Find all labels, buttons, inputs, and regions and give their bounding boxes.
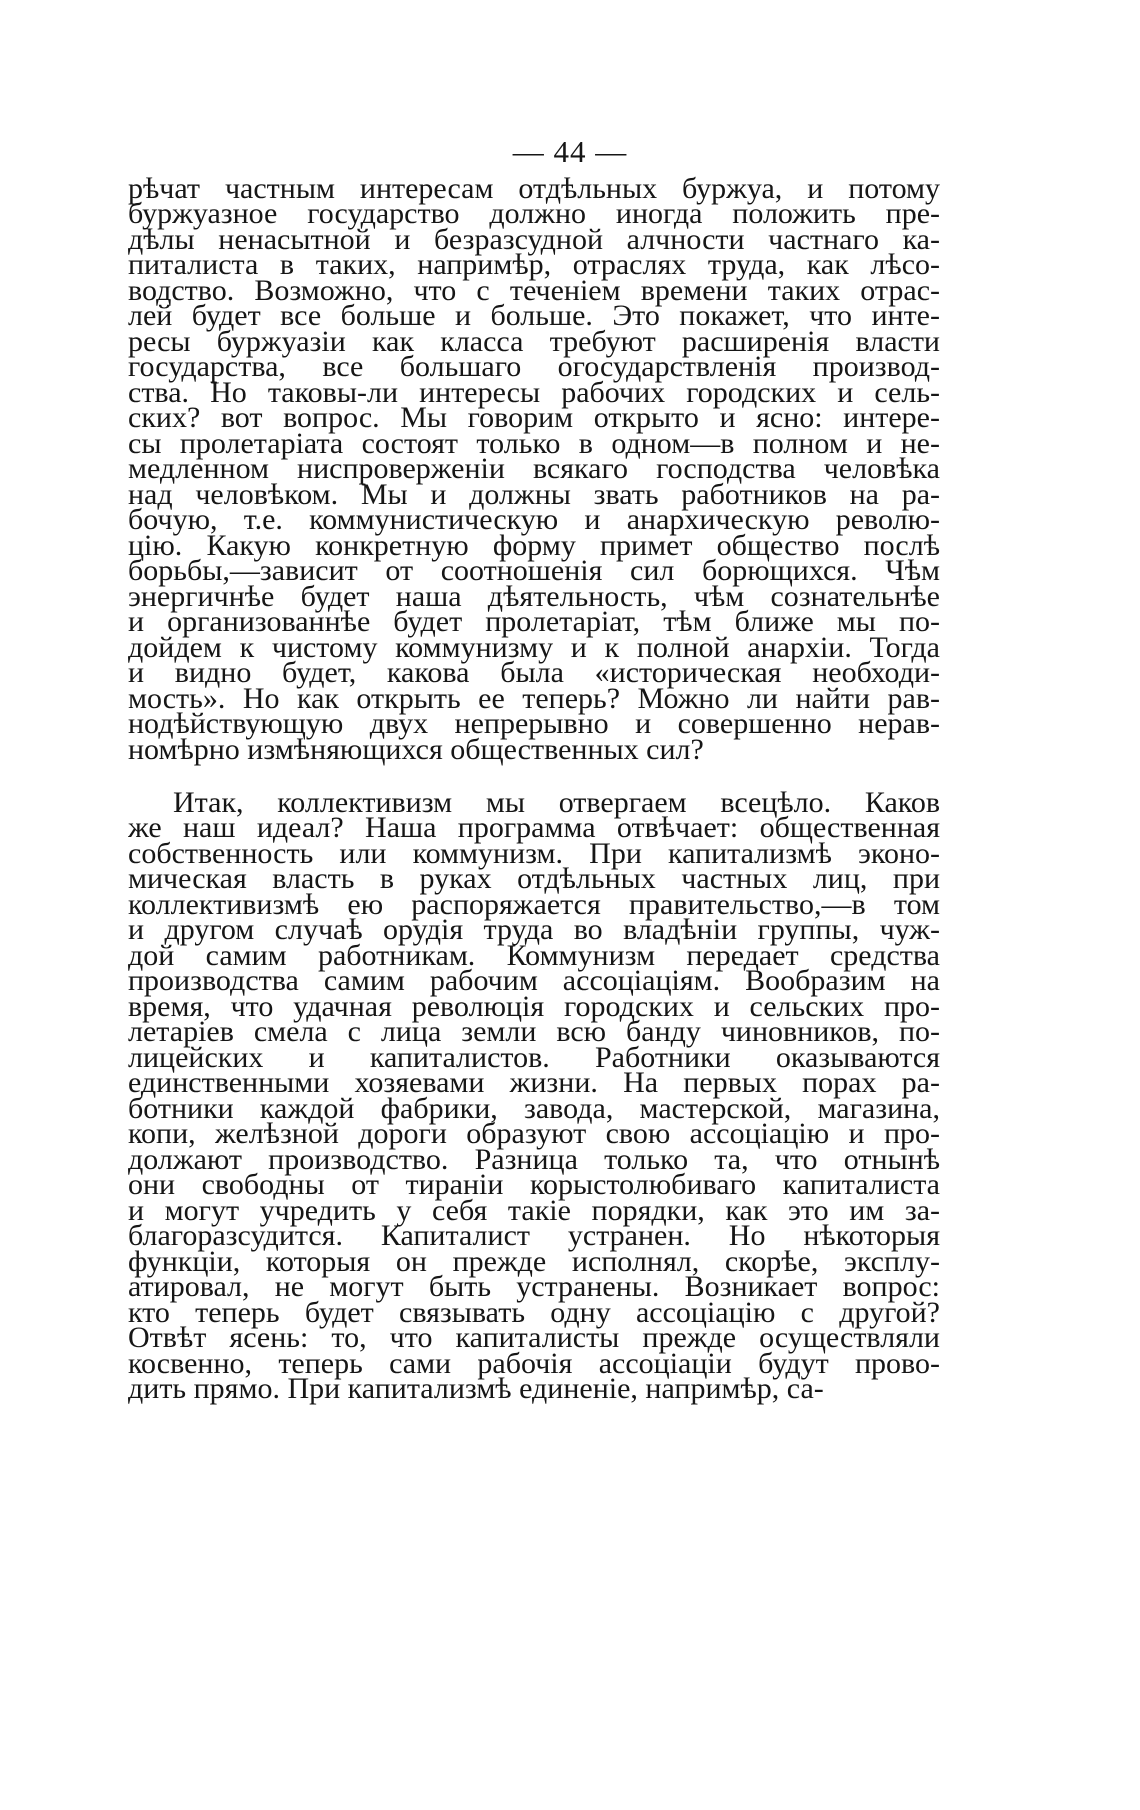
- text-line: дить прямо. При капитализмѣ единеніе, напримѣр, са-: [128, 1372, 824, 1405]
- text-line: лей будет все больше и больше. Это покажет, что инте-: [128, 299, 940, 332]
- text-line: рѣчат частным интересам отдѣльных буржуа, и потому: [128, 172, 940, 205]
- text-line: копи, желѣзной дороги образуют свою ассоціацію и про-: [128, 1117, 940, 1150]
- text-line: дѣлы ненасытной и безразсудной алчности частнаго ка-: [128, 223, 940, 256]
- text-line: единственными хозяевами жизни. На первых порах ра-: [128, 1066, 940, 1099]
- text-line: производства самим рабочим ассоціаціям. Вообразим на: [128, 964, 940, 997]
- text-line: и организованнѣе будет пролетаріат, тѣм ближе мы по-: [128, 605, 940, 638]
- text-line: ресы буржуазіи как класса требуют расширенія власти: [128, 325, 940, 358]
- text-line: питалиста в таких, напримѣр, отраслях труда, как лѣсо-: [128, 248, 940, 281]
- text-line: мическая власть в руках отдѣльных частных лиц, при: [128, 862, 940, 895]
- text-line: они свободны от тираніи корыстолюбиваго капиталиста: [128, 1168, 940, 1201]
- text-line: время, что удачная революція городских и сельских про-: [128, 990, 940, 1023]
- text-line: летаріев смела с лица земли всю банду чиновников, по-: [128, 1015, 940, 1048]
- text-line: сы пролетаріата состоят только в одном—в полном и не-: [128, 427, 940, 460]
- text-line: дой самим работникам. Коммунизм передает средства: [128, 939, 940, 972]
- text-line: и видно будет, какова была «историческая необходи-: [128, 656, 940, 689]
- text-line: номѣрно измѣняющихся общественных сил?: [128, 733, 704, 766]
- text-line: водство. Возможно, что с теченіем времени таких отрас-: [128, 274, 940, 307]
- text-line: дойдем к чистому коммунизму и к полной анархіи. Тогда: [128, 631, 940, 664]
- text-line: борьбы,—зависит от соотношенія сил борющихся. Чѣм: [128, 554, 940, 587]
- text-line: буржуазное государство должно иногда положить пре-: [128, 197, 940, 230]
- text-line: над человѣком. Мы и должны звать работников на ра-: [128, 478, 940, 511]
- text-line: благоразсудится. Капиталист устранен. Но нѣкоторыя: [128, 1219, 940, 1252]
- text-line: цію. Какую конкретную форму примет общество послѣ: [128, 529, 940, 562]
- text-line: и могут учредить у себя такіе порядки, как это им за-: [128, 1194, 940, 1227]
- text-line: и другом случаѣ орудія труда во владѣніи группы, чуж-: [128, 913, 940, 946]
- text-line: ства. Но таковы-ли интересы рабочих городских и сель-: [128, 376, 940, 409]
- text-line: коллективизмѣ ею распоряжается правительство,—в том: [128, 888, 940, 921]
- text-line: кто теперь будет связывать одну ассоціацію с другой?: [128, 1296, 940, 1329]
- text-line: государства, все большаго огосударствленія производ-: [128, 350, 940, 383]
- text-line: энергичнѣе будет наша дѣятельность, чѣм сознательнѣе: [128, 580, 940, 613]
- page-number: — 44 —: [512, 134, 628, 169]
- text-line: собственность или коммунизм. При капитализмѣ эконо-: [128, 837, 940, 870]
- text-line: Итак, коллективизм мы отвергаем всецѣло. Каков: [173, 786, 940, 819]
- text-line: же наш идеал? Наша программа отвѣчает: общественная: [128, 811, 940, 844]
- text-line: ских? вот вопрос. Мы говорим открыто и ясно: интере-: [128, 401, 940, 434]
- text-line: должают производство. Разница только та, что отнынѣ: [128, 1143, 940, 1176]
- text-line: лицейских и капиталистов. Работники оказываются: [128, 1041, 940, 1074]
- text-line: Отвѣт ясень: то, что капиталисты прежде осуществляли: [128, 1321, 940, 1354]
- text-line: мость». Но как открыть ее теперь? Можно ли найти рав-: [128, 682, 940, 715]
- text-line: медленном ниспроверженіи всякаго господства человѣка: [128, 452, 940, 485]
- text-line: функціи, которыя он прежде исполнял, скорѣе, эксплу-: [128, 1245, 940, 1278]
- text-line: косвенно, теперь сами рабочія ассоціаціи будут прово-: [128, 1347, 940, 1380]
- text-line: нодѣйствующую двух непрерывно и совершенно нерав-: [128, 707, 940, 740]
- text-line: ботники каждой фабрики, завода, мастерской, магазина,: [128, 1092, 940, 1125]
- text-line: бочую, т.е. коммунистическую и анархическую револю-: [128, 503, 940, 536]
- text-line: атировал, не могут быть устранены. Возникает вопрос:: [128, 1270, 940, 1303]
